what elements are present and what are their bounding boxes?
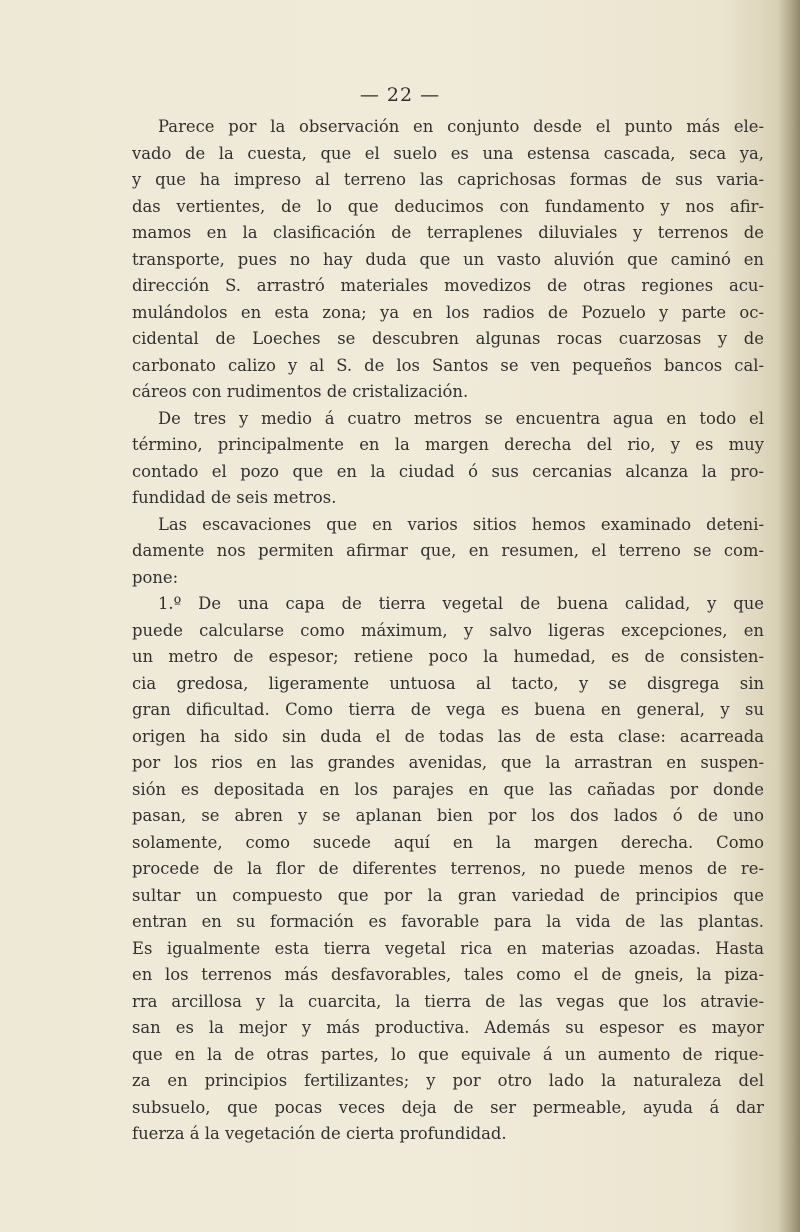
page-edge-shadow: [778, 0, 800, 1232]
text-line: fuerza á la vegetación de cierta profundidad.: [132, 1124, 507, 1143]
text-line: 1.º De una capa de tierra vegetal de buena calidad, y que: [158, 594, 764, 613]
text-line: origen ha sido sin duda el de todas las de esta clase: acarreada: [132, 726, 764, 746]
page-number: — 22 —: [359, 84, 441, 106]
text-line: término, principalmente en la margen derecha del rio, y es muy: [132, 435, 764, 454]
text-line: Las escavaciones que en varios sitios hemos examinado deteni-: [158, 514, 764, 534]
text-line: dirección S. arrastró materiales movedizos de otras regiones acu-: [132, 276, 764, 295]
text-line: sión es depositada en los parajes en que las cañadas por donde: [132, 779, 764, 799]
text-line: solamente, como sucede aquí en la margen derecha. Como: [132, 832, 764, 852]
text-line: contado el pozo que en la ciudad ó sus cercanias alcanza la pro-: [132, 461, 764, 481]
text-line: transporte, pues no hay duda que un vasto aluvión que caminó en: [132, 249, 764, 269]
text-line: san es la mejor y más productiva. Además su espesor es mayor: [132, 1018, 764, 1037]
body-text: [132, 114, 764, 1148]
text-line: gran dificultad. Como tierra de vega es buena en general, y su: [132, 700, 764, 719]
text-line: pone:: [132, 567, 179, 587]
text-line: De tres y medio á cuatro metros se encuentra agua en todo el: [158, 408, 764, 428]
text-line: entran en su formación es favorable para la vida de las plantas.: [132, 912, 764, 931]
text-line: vado de la cuesta, que el suelo es una estensa cascada, seca ya,: [132, 143, 764, 163]
text-line: fundidad de seis metros.: [132, 488, 337, 507]
text-line: un metro de espesor; retiene poco la humedad, es de consisten-: [132, 647, 764, 666]
text-line: pasan, se abren y se aplanan bien por los dos lados ó de uno: [132, 806, 764, 825]
text-line: puede calcularse como máximum, y salvo ligeras excepciones, en: [132, 620, 764, 640]
text-line: cáreos con rudimentos de cristalización.: [132, 382, 469, 401]
text-line: por los rios en las grandes avenidas, que la arrastran en suspen-: [132, 753, 764, 772]
text-line: das vertientes, de lo que deducimos con fundamento y nos afir-: [132, 196, 764, 216]
text-line: cidental de Loeches se descubren algunas rocas cuarzosas y de: [132, 329, 764, 348]
text-line: Parece por la observación en conjunto desde el punto más ele-: [158, 117, 764, 136]
text-line: za en principios fertilizantes; y por otro lado la naturaleza del: [132, 1071, 764, 1090]
text-line: rra arcillosa y la cuarcita, la tierra de las vegas que los atravie-: [132, 991, 764, 1011]
text-line: carbonato calizo y al S. de los Santos se ven pequeños bancos cal-: [132, 355, 764, 375]
text-line: subsuelo, que pocas veces deja de ser permeable, ayuda á dar: [132, 1097, 764, 1117]
text-line: damente nos permiten afirmar que, en resumen, el terreno se com-: [132, 541, 764, 560]
text-line: procede de la flor de diferentes terrenos, no puede menos de re-: [132, 859, 764, 878]
text-line: que en la de otras partes, lo que equivale á un aumento de rique-: [132, 1044, 764, 1064]
text-line: y que ha impreso al terreno las caprichosas formas de sus varia-: [132, 170, 764, 189]
text-line: cia gredosa, ligeramente untuosa al tacto, y se disgrega sin: [132, 673, 764, 693]
text-line: mamos en la clasificación de terraplenes diluviales y terrenos de: [132, 223, 764, 242]
text-line: mulándolos en esta zona; ya en los radios de Pozuelo y parte oc-: [132, 302, 764, 322]
text-line: Es igualmente esta tierra vegetal rica en materias azoadas. Hasta: [132, 938, 764, 958]
text-line: sultar un compuesto que por la gran variedad de principios que: [132, 885, 764, 905]
text-line: en los terrenos más desfavorables, tales como el de gneis, la piza-: [132, 965, 764, 984]
